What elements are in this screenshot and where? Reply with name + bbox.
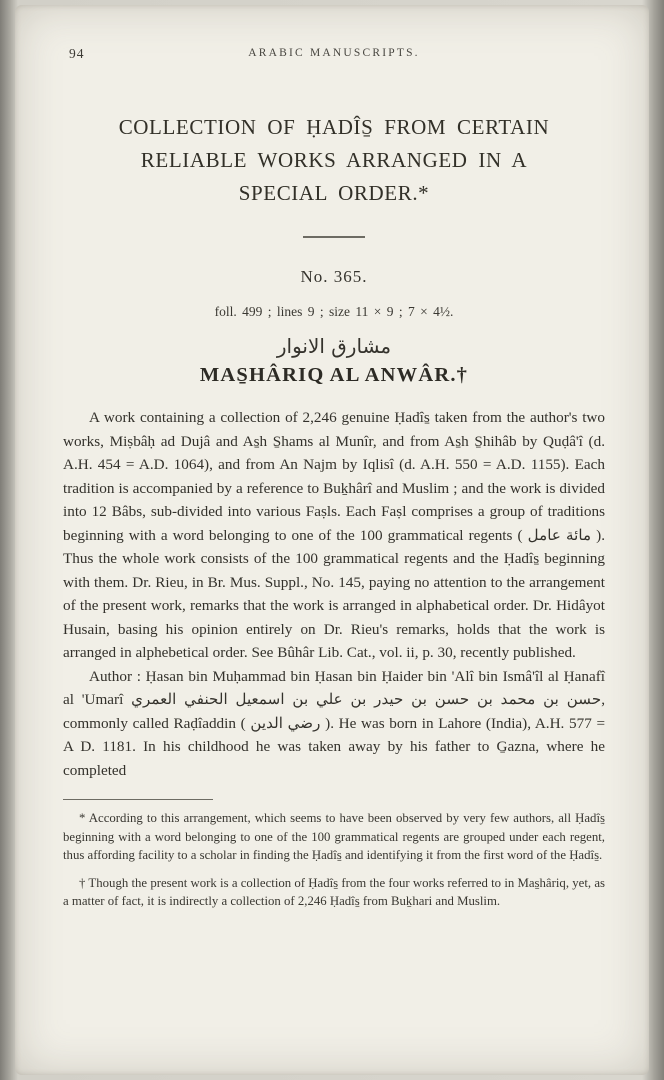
footnote-divider bbox=[63, 799, 213, 800]
title-divider bbox=[303, 236, 365, 238]
section-title-line: COLLECTION OF ḤADÎS̱ FROM CERTAIN bbox=[118, 115, 550, 139]
paragraph-author: Author : Ḥasan bin Muḥammad bin Ḥasan bin Ḥaider bin 'Alî bin Ismâ'îl al Ḥanafî al 'Umarî حسن بن محمد بن حسن بن حيدر بن علي بن اسمعيل الحنفي العمري, commonly called Raḍîaddin ( رضي الدين ). He was born in Lahore (India), A.H. 577 = A D. 1181. In his childhood he was taken away by his father to G̱azna, where he completed bbox=[63, 667, 606, 779]
footnote-asterisk: * According to this arrangement, which seems to have been observed by very few authors, all Ḥadîs̱ beginning with a word belonging to one of the 100 grammatical regents are grouped under each regent, thus affording facility to a scholar in finding the Ḥadîs̱ and identifying it from the first word of the Ḥadîs̱. bbox=[63, 811, 605, 862]
entry-number: No. 365. bbox=[300, 267, 368, 286]
section-title-line: SPECIAL ORDER.* bbox=[238, 181, 430, 205]
arabic-title: مشارق الانوار bbox=[276, 334, 392, 358]
running-title: ARABIC MANUSCRIPTS. bbox=[248, 47, 420, 59]
footnote-dagger: † Though the present work is a collection of Ḥadîs̱ from the four works referred to in Mas̱hâriq, yet, as a matter of fact, it is indirectly a collection of 2,246 Ḥadîs̱ from Buḵhari and Muslim. bbox=[63, 875, 605, 908]
entry-details: foll. 499 ; lines 9 ; size 11 × 9 ; 7 × 4½. bbox=[214, 304, 454, 319]
running-header bbox=[63, 47, 605, 59]
section-title bbox=[63, 111, 605, 210]
section-title-line: RELIABLE WORKS ARRANGED IN A bbox=[140, 148, 528, 172]
page bbox=[15, 5, 649, 1075]
paragraph-description: A work containing a collection of 2,246 genuine Ḥadîs̱ taken from the author's two works, Miṣbâḥ ad Dujâ and As̱h S̱hams al Munîr, and from As̱h S̱hihâb by Quḍâ'î (d. A.H. 454 = A.D. 1064), and from An Najm by Iqlisî (d. A.H. 550 = A.D. 1155). Each tradition is accompanied by a reference to Buḵhârî and Muslim ; and the work is divided into 12 Bâbs, sub-divided into various Faṣls. Each Faṣl comprises a group of traditions beginning with a word belonging to one of the 100 grammatical regents ( مائة عامل ). Thus the whole work consists of the 100 grammatical regents and the Ḥadîs̱ beginning with them. Dr. Rieu, in Br. Mus. Suppl., No. 145, paying no attention to the arrangement of the present work, remarks that the work is arranged in alphabetical order. Dr. Hidâyot Husain, basing his opinion entirely on Dr. Rieu's remarks, holds that the work is arranged in alphebetical order. See Bûhâr Lib. Cat., vol. ii, p. 30, recently published. bbox=[63, 409, 606, 661]
page-number: 94 bbox=[69, 46, 85, 61]
entry-heading: MAS̱HÂRIQ AL ANWÂR.† bbox=[199, 364, 469, 386]
